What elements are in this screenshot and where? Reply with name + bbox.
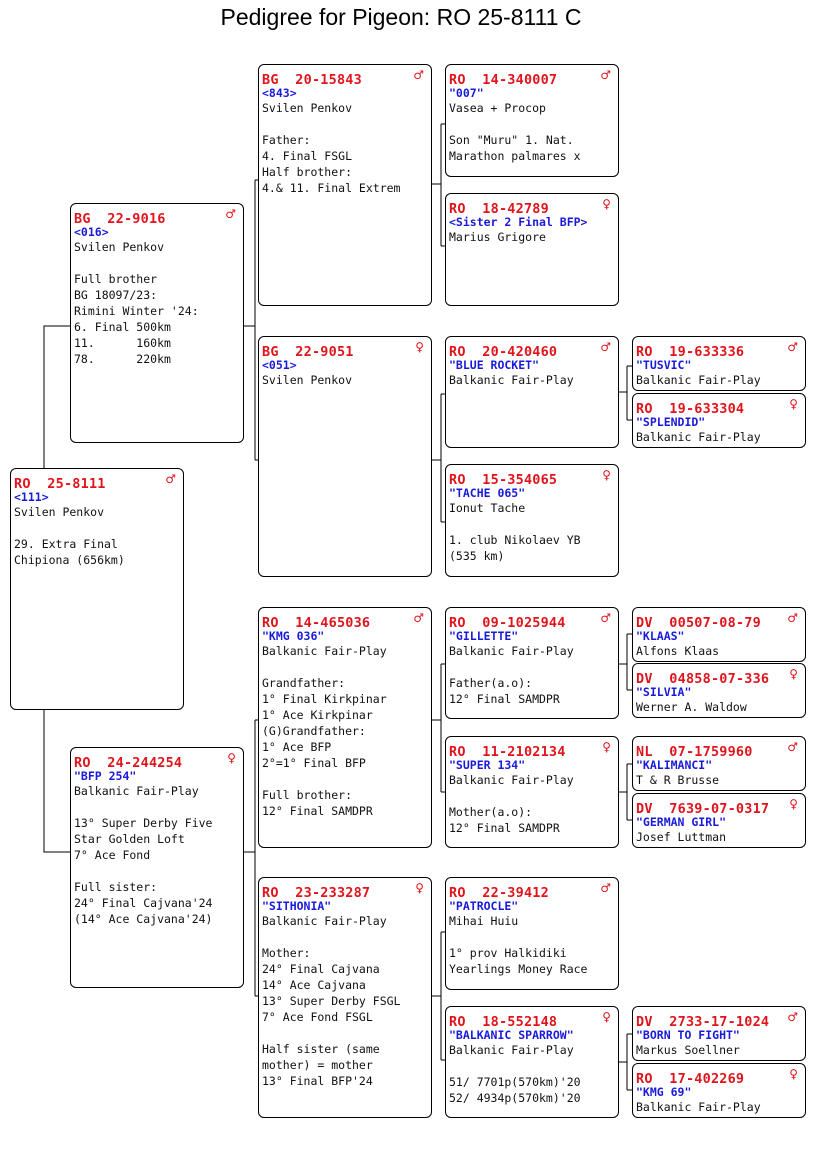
note-line: 1° prov Halkidiki — [449, 946, 567, 960]
card-header — [636, 612, 805, 629]
note-line: 14° Ace Cajvana — [262, 978, 366, 992]
owner-name: Josef Luttman — [636, 830, 727, 844]
note-line: Mother(a.o): — [449, 805, 533, 819]
male-symbol-icon: ♂ — [787, 1010, 798, 1024]
card-header — [449, 1011, 618, 1028]
card-header — [636, 741, 805, 758]
note-spacer — [74, 255, 243, 271]
ring-number[interactable]: RO 24-244254 — [74, 755, 183, 771]
pigeon-card-mf[interactable] — [258, 607, 432, 848]
note-line: 12° Final SAMDPR — [449, 821, 560, 835]
ring-number[interactable]: RO 19-633304 — [636, 401, 745, 417]
note-line: 51/ 7701p(570km)'20 — [449, 1075, 581, 1089]
pigeon-card-mfff[interactable] — [632, 607, 806, 662]
ring-number[interactable]: RO 14-340007 — [449, 72, 558, 88]
card-header — [449, 69, 618, 86]
note-line: 52/ 4934p(570km)'20 — [449, 1091, 581, 1105]
pigeon-name: "KMG 69" — [636, 1085, 692, 1099]
note-line: 2°=1° Final BFP — [262, 756, 366, 770]
pigeon-name: "SPLENDID" — [636, 415, 706, 429]
female-symbol-icon: ♀ — [789, 797, 798, 811]
owner-name: Ionut Tache — [449, 501, 526, 515]
pigeon-card-mfmm[interactable] — [632, 793, 806, 848]
note-line: (G)Grandfather: — [262, 724, 366, 738]
card-header — [14, 473, 183, 490]
owner-name: Balkanic Fair-Play — [74, 784, 199, 798]
pigeon-name: "KLAAS" — [636, 629, 685, 643]
card-header — [636, 341, 805, 358]
male-symbol-icon: ♂ — [787, 611, 798, 625]
pigeon-name: "BLUE ROCKET" — [449, 358, 540, 372]
note-line: 78. 220km — [74, 352, 171, 366]
pigeon-name: "BALKANIC SPARROW" — [449, 1028, 574, 1042]
pigeon-name: "TACHE 065" — [449, 486, 526, 500]
note-line: mother) = mother — [262, 1058, 373, 1072]
note-line: Father(a.o): — [449, 676, 533, 690]
owner-name: Mihai Huiu — [449, 914, 519, 928]
owner-name: Svilen Penkov — [14, 505, 105, 519]
note-spacer — [449, 116, 618, 132]
note-spacer — [449, 516, 618, 532]
pigeon-card-fm[interactable] — [258, 336, 432, 577]
female-symbol-icon: ♀ — [789, 667, 798, 681]
note-line: BG 18097/23: — [74, 288, 158, 302]
card-header — [636, 1068, 805, 1085]
pigeon-name: "SUPER 134" — [449, 758, 526, 772]
male-symbol-icon: ♂ — [225, 207, 236, 221]
card-header — [636, 668, 805, 685]
card-header — [449, 741, 618, 758]
note-line: 24° Final Cajvana'24 — [74, 896, 213, 910]
note-line: 13° Super Derby FSGL — [262, 994, 401, 1008]
ring-number[interactable]: BG 22-9051 — [262, 344, 354, 360]
card-header — [449, 198, 618, 215]
owner-name: Svilen Penkov — [262, 373, 353, 387]
male-symbol-icon: ♂ — [787, 340, 798, 354]
pigeon-card-father[interactable] — [70, 203, 244, 443]
pigeon-name: "KMG 036" — [262, 629, 325, 643]
owner-name: Werner A. Waldow — [636, 700, 747, 714]
note-line: Father: — [262, 133, 311, 147]
pigeon-name: "TUSVIC" — [636, 358, 692, 372]
pigeon-name: "BFP 254" — [74, 769, 137, 783]
owner-name: Svilen Penkov — [262, 101, 353, 115]
ring-number[interactable]: DV 00507-08-79 — [636, 615, 761, 631]
note-line: Half brother: — [262, 165, 353, 179]
pigeon-card-fff[interactable] — [445, 64, 619, 177]
card-header — [636, 398, 805, 415]
owner-name: Markus Soellner — [636, 1043, 740, 1057]
pigeon-card-ffm[interactable] — [445, 193, 619, 306]
pigeon-name: <843> — [262, 86, 297, 100]
pigeon-card-ff[interactable] — [258, 64, 432, 306]
note-line: 7° Ace Fond FSGL — [262, 1010, 373, 1024]
card-header — [449, 882, 618, 899]
pigeon-card-mm[interactable] — [258, 877, 432, 1118]
female-symbol-icon: ♀ — [789, 1067, 798, 1081]
card-header — [262, 341, 431, 358]
pigeon-name: "GERMAN GIRL" — [636, 815, 727, 829]
ring-number[interactable]: RO 23-233287 — [262, 885, 371, 901]
note-spacer — [14, 520, 183, 536]
owner-name: Balkanic Fair-Play — [449, 644, 574, 658]
pigeon-name: "SITHONIA" — [262, 899, 332, 913]
owner-name: Alfons Klaas — [636, 644, 720, 658]
ring-number[interactable]: RO 09-1025944 — [449, 615, 566, 631]
note-spacer — [262, 771, 431, 787]
card-header — [262, 69, 431, 86]
ring-number[interactable]: DV 04858-07-336 — [636, 671, 770, 687]
owner-name: Balkanic Fair-Play — [262, 644, 387, 658]
card-header — [262, 882, 431, 899]
note-line: 12° Final SAMDPR — [449, 692, 560, 706]
pigeon-name: "007" — [449, 86, 484, 100]
card-header — [636, 798, 805, 815]
note-line: Rimini Winter '24: — [74, 304, 199, 318]
female-symbol-icon: ♀ — [602, 1010, 611, 1024]
owner-name: Vasea + Procop — [449, 101, 546, 115]
owner-name: Balkanic Fair-Play — [449, 773, 574, 787]
note-spacer — [449, 929, 618, 945]
female-symbol-icon: ♀ — [602, 468, 611, 482]
pigeon-card-fmm[interactable] — [445, 464, 619, 577]
ring-number[interactable]: RO 15-354065 — [449, 472, 558, 488]
pigeon-card-mother[interactable] — [70, 747, 244, 988]
pigeon-card-mff[interactable] — [445, 607, 619, 719]
pigeon-card-subject[interactable] — [10, 468, 184, 710]
note-line: 4.& 11. Final Extrem — [262, 181, 401, 195]
pigeon-card-mmf[interactable] — [445, 877, 619, 990]
pigeon-card-fmf[interactable] — [445, 336, 619, 448]
owner-name: Svilen Penkov — [74, 240, 165, 254]
note-line: Full brother — [74, 272, 158, 286]
owner-name: Balkanic Fair-Play — [262, 914, 387, 928]
ring-number[interactable]: BG 20-15843 — [262, 72, 362, 88]
ring-number[interactable]: BG 22-9016 — [74, 211, 166, 227]
pigeon-name: "PATROCLE" — [449, 899, 519, 913]
owner-name: Balkanic Fair-Play — [449, 373, 574, 387]
note-line: 12° Final SAMDPR — [262, 804, 373, 818]
note-line: 6. Final 500km — [74, 320, 171, 334]
pigeon-name: <051> — [262, 358, 297, 372]
page-title: Pedigree for Pigeon: RO 25-8111 C — [220, 4, 582, 30]
female-symbol-icon: ♀ — [227, 751, 236, 765]
ring-number[interactable]: RO 14-465036 — [262, 615, 371, 631]
card-header — [74, 208, 243, 225]
pigeon-card-mfm[interactable] — [445, 736, 619, 848]
owner-name: Balkanic Fair-Play — [636, 430, 761, 444]
pigeon-name: "SILVIA" — [636, 685, 692, 699]
note-line: Full sister: — [74, 880, 158, 894]
note-line: (535 km) — [449, 549, 505, 563]
note-line: 29. Extra Final — [14, 537, 118, 551]
male-symbol-icon: ♂ — [787, 740, 798, 754]
ring-number[interactable]: RO 19-633336 — [636, 344, 745, 360]
female-symbol-icon: ♀ — [602, 740, 611, 754]
pigeon-name: "KALIMANCI" — [636, 758, 713, 772]
ring-number[interactable]: DV 7639-07-0317 — [636, 801, 770, 817]
female-symbol-icon: ♀ — [415, 340, 424, 354]
note-spacer — [74, 863, 243, 879]
male-symbol-icon: ♂ — [413, 611, 424, 625]
note-line: Marathon palmares x — [449, 149, 581, 163]
card-header — [74, 752, 243, 769]
pigeon-card-mfmf[interactable] — [632, 736, 806, 791]
owner-name: Balkanic Fair-Play — [636, 1100, 761, 1114]
note-line: 13° Super Derby Five — [74, 816, 213, 830]
note-line: 1° Ace Kirkpinar — [262, 708, 373, 722]
ring-number[interactable]: RO 25-8111 — [14, 476, 106, 492]
pigeon-card-mmmf[interactable] — [632, 1006, 806, 1061]
note-line: Half sister (same — [262, 1042, 380, 1056]
owner-name: Marius Grigore — [449, 230, 546, 244]
pigeon-card-fmff[interactable] — [632, 336, 806, 391]
ring-number[interactable]: RO 11-2102134 — [449, 744, 566, 760]
ring-number[interactable]: NL 07-1759960 — [636, 744, 753, 760]
card-header — [449, 469, 618, 486]
female-symbol-icon: ♀ — [789, 397, 798, 411]
note-line: (14° Ace Cajvana'24) — [74, 912, 213, 926]
note-line: Mother: — [262, 946, 311, 960]
note-line: 24° Final Cajvana — [262, 962, 380, 976]
note-spacer — [449, 788, 618, 804]
pigeon-name: <016> — [74, 225, 109, 239]
note-spacer — [262, 1025, 431, 1041]
note-spacer — [262, 659, 431, 675]
owner-name: T & R Brusse — [636, 773, 720, 787]
ring-number[interactable]: RO 20-420460 — [449, 344, 558, 360]
ring-number[interactable]: RO 18-552148 — [449, 1014, 558, 1030]
note-line: 13° Final BFP'24 — [262, 1074, 373, 1088]
note-line: 1. club Nikolaev YB — [449, 533, 581, 547]
note-spacer — [449, 659, 618, 675]
male-symbol-icon: ♂ — [600, 340, 611, 354]
note-line: 11. 160km — [74, 336, 171, 350]
note-spacer — [449, 1058, 618, 1074]
pigeon-name: "GILLETTE" — [449, 629, 519, 643]
male-symbol-icon: ♂ — [165, 472, 176, 486]
pigeon-name: <111> — [14, 490, 49, 504]
note-line: 4. Final FSGL — [262, 149, 353, 163]
ring-number[interactable]: RO 17-402269 — [636, 1071, 745, 1087]
ring-number[interactable]: RO 22-39412 — [449, 885, 549, 901]
pigeon-name: "BORN TO FIGHT" — [636, 1028, 740, 1042]
ring-number[interactable]: DV 2733-17-1024 — [636, 1014, 770, 1030]
note-line: Star Golden Loft — [74, 832, 185, 846]
female-symbol-icon: ♀ — [602, 197, 611, 211]
note-line: 1° Ace BFP — [262, 740, 332, 754]
note-line: Yearlings Money Race — [449, 962, 588, 976]
card-header — [449, 341, 618, 358]
pigeon-card-fmfm[interactable] — [632, 393, 806, 448]
card-header — [262, 612, 431, 629]
note-line: 7° Ace Fond — [74, 848, 151, 862]
note-line: Full brother: — [262, 788, 353, 802]
male-symbol-icon: ♂ — [600, 881, 611, 895]
note-line: Grandfather: — [262, 676, 346, 690]
note-line: Son "Muru" 1. Nat. — [449, 133, 574, 147]
owner-name: Balkanic Fair-Play — [449, 1043, 574, 1057]
card-header — [449, 612, 618, 629]
pigeon-name: <Sister 2 Final BFP> — [449, 215, 588, 229]
note-line: 1° Final Kirkpinar — [262, 692, 387, 706]
pigeon-card-mmm[interactable] — [445, 1006, 619, 1118]
note-spacer — [262, 929, 431, 945]
owner-name: Balkanic Fair-Play — [636, 373, 761, 387]
male-symbol-icon: ♂ — [600, 68, 611, 82]
ring-number[interactable]: RO 18-42789 — [449, 201, 549, 217]
male-symbol-icon: ♂ — [413, 68, 424, 82]
note-line: Chipiona (656km) — [14, 553, 125, 567]
note-spacer — [74, 799, 243, 815]
pigeon-card-mffm[interactable] — [632, 663, 806, 718]
pigeon-card-mmmm[interactable] — [632, 1063, 806, 1118]
female-symbol-icon: ♀ — [415, 881, 424, 895]
card-header — [636, 1011, 805, 1028]
note-spacer — [262, 116, 431, 132]
male-symbol-icon: ♂ — [600, 611, 611, 625]
